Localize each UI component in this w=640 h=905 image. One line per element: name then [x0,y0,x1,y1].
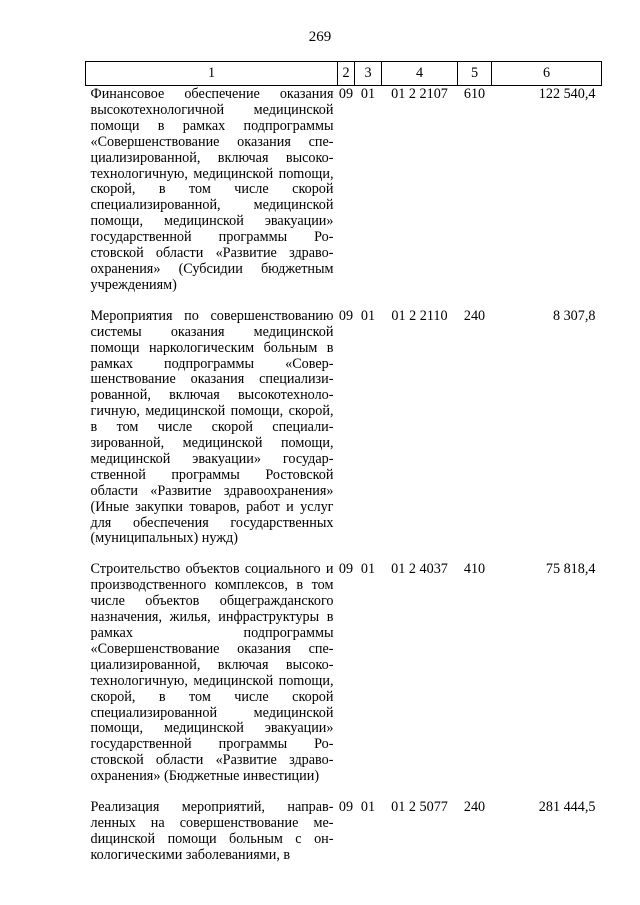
table-row [86,561,602,799]
row-expense-type-code: 410 [463,561,486,578]
header-col-3: 3 [355,62,382,86]
page-number: 269 [308,29,332,45]
row-target-article-code: 01 2 5077 [391,799,448,816]
table-row [86,86,602,308]
row-amount: 122 540,4 [538,86,596,102]
row-section-code: 09 [338,561,354,578]
row-expense-type-code: 240 [463,799,486,816]
table-header-row [86,62,602,86]
row-expense-type-code: 610 [463,86,486,102]
row-expense-type-code: 240 [463,307,486,324]
row-description: Строительство объектов социального и производственного комплексов, в том числе объектов общегражданского назначения, жилья, инфраструктуры в рамках подпрограммы «Совершенствование оказания специализированной, включая высокотехнологичную, медицинской поmощи, скорой, в том числе скорой специализированной медицинской помощи, медицинской эвакуации» государственной программы Ростовской области «Развитие здравоохранения» (Бюджетные инвестиции) [90,561,334,785]
header-col-1: 1 [86,62,338,86]
row-section-code: 09 [338,86,354,102]
row-subsection-code: 01 [360,799,376,816]
row-description: Мероприятия по совершенствованию системы оказания медицинской помощи наркологическим больным в рамках подпрограммы «Совершенствование оказания специализированной, включая высокотехнологичную, медицинской помощи, скорой, в том числе скорой специализированной, медицинской помощи, медицинской эвакуации» государственной программы Ростовской области «Развитие здравоохранения» (Иные закупки товаров, работ и услуг для обеспечения государственных (муниципальных) нужд) [90,307,334,547]
row-section-code: 09 [338,799,354,816]
row-amount: 281 444,5 [538,799,596,816]
row-subsection-code: 01 [360,307,376,324]
row-amount: 8 307,8 [552,307,596,324]
row-subsection-code: 01 [360,561,376,578]
row-description: Финансовое обеспечение оказания высокотехнологичной медицинской помощи в рамках подпрограммы «Совершенствование оказания специализированной, включая высокотехнологичную, медицинской поmощи, скорой, в том числе скорой специализированной, медицинской помощи, медицинской эвакуации» государственной программы Ростовской области «Развитие здравоохранения» (Субсидии бюджетным учреждениям) [90,86,334,293]
table-row [86,799,602,864]
header-col-5: 5 [458,62,492,86]
row-target-article-code: 01 2 2107 [391,86,448,102]
row-target-article-code: 01 2 2110 [391,307,448,324]
row-subsection-code: 01 [360,86,376,102]
header-col-4: 4 [382,62,458,86]
row-target-article-code: 01 2 4037 [391,561,448,578]
row-section-code: 09 [338,307,354,324]
header-col-6: 6 [492,62,602,86]
header-col-2: 2 [338,62,355,86]
table-row [86,308,602,562]
budget-table [85,61,602,864]
row-description: Реализация мероприятий, направленных на совершенствование меdицинской помощи больным с онкологическими заболеваниями, в [90,799,334,863]
row-amount: 75 818,4 [545,561,596,578]
